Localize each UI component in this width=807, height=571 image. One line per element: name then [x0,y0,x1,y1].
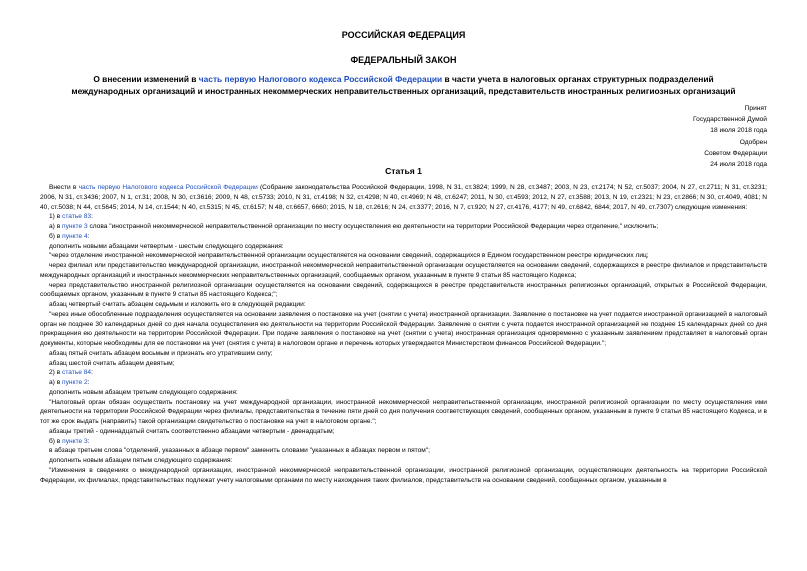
paragraph: "через иные обособленные подразделения осуществляется на основании заявления о постановке на учет (снятии с учета) иностранной организации. Заявление о постановке на учет подается иностранной организацией в налоговый орган не позднее 30 календарных дней со дня начала осуществления ею деятельности на территории Российской Федерации. Заявление о снятии с учета подается иностранной организацией не позднее 15 календарных дней со дня прекращения ею деятельности на территории Российской Федерации. При подаче заявления о постановке на учет (снятии с учета) иностранная организация одновременно с указанным заявлением представляет в налоговый орган документы, которые необходимы для ее постановки на учет (снятия с учета) в налоговом органе и перечень которых утверждается Министерством финансов Российской Федерации."; [40,310,767,347]
paragraph: 2) в статье 84: [49,369,93,377]
article-83-link[interactable]: статье 83 [62,213,92,221]
paragraph: "Налоговый орган обязан осуществить постановку на учет международной организации, иностранной некоммерческой неправительственной организации, иностранной религиозной организации по месту осуществления ими деятельности на территории Российской Федерации через филиалы, представительства в течение пяти дней со дня получения соответствующих сведений, сообщенных органом, указанным в пункте 9 статьи 85 настоящего Кодекса, и в тот же срок выдать (направить) такой организации свидетельство о постановке на учет в налоговом органе."; [40,398,767,425]
clause-2-link[interactable]: пункте 2 [62,379,88,386]
paragraph: б) в пункте 3: [49,437,90,445]
paragraph: б) в пункте 4: [49,232,90,240]
law-subject: О внесении изменений в часть первую Налогового кодекса Российской Федерации в части учета в налоговых органах структурных подразделений международных организаций и иностранных некоммерческих неправительственных организаций, представительств иностранных религиозных организаций [71,74,736,96]
paragraph: в абзаце третьем слова "отделений, указанных в абзаце первом" заменить словами "указанных в абзацах первом и пятом"; [49,447,430,455]
article-title: Статья 1 [385,166,422,176]
clause-3-link[interactable]: пункте 3 [62,437,88,445]
paragraph: абзац четвертый считать абзацем седьмым и изложить его в следующей редакции: [49,301,306,308]
paragraph: дополнить новым абзацем третьим следующего содержания: [49,388,238,396]
paragraph: дополнить новыми абзацами четвертым - шестым следующего содержания: [49,242,284,250]
article-body [40,183,767,485]
country-heading: РОССИЙСКАЯ ФЕДЕРАЦИЯ [341,30,466,40]
paragraph: 1) в статье 83: [49,213,93,221]
law-type-heading: ФЕДЕРАЛЬНЫЙ ЗАКОН [350,55,457,65]
tax-code-link[interactable]: часть первую Налогового кодекса Российской Федерации [78,184,258,191]
paragraph: а) в пункте 3 слова "иностранной некоммерческой неправительственной организации по месту осуществления ею деятельности на территории Российской Федерации через отделение," исключить; [49,223,659,230]
paragraph: абзацы третий - одиннадцатый считать соответственно абзацами четвертым - двенадцатым; [49,427,335,435]
paragraph: абзац шестой считать абзацем девятым; [49,359,175,367]
paragraph: "Изменения в сведениях о международной организации, иностранной некоммерческой неправительственной организации, иностранной религиозной организации, осуществляющих деятельность на территории Российской Федерации, их филиалах, представительствах подлежат учету налоговыми органами по месту нахождения таких филиалов, представительств на основании сведений, сообщенных органом, указанным в [40,466,767,484]
paragraph: через представительство иностранной религиозной организации осуществляется на основании сведений, содержащихся в реестре представительств иностранных религиозных организаций, открытых в Российской Федерации, сообщаемых органом, указанным в пункте 9 статьи 85 настоящего Кодекса;"; [40,281,767,299]
paragraph: Внести в часть первую Налогового кодекса Российской Федерации (Собрание законодательства Российской Федерации, 1998, N 31, ст.3824; 1999, N 28, ст.3487; 2003, N 23, ст.2174; N 52, ст.5037; 2004, N 27, ст.2711; N 31, ст.3231; 2006, N 31, ст.3436; 2007, N 1, ст.31; 2008, N 30, ст.3616; 2009, N 48, ст.5733; 2010, N 31, ст.4198; N 32, ст.4298; N 40, ст.4969; N 48, ст.6247; 2011, N 30, ст.4593; 2012, N 27, ст.3588; 2013, N 19, ст.2321; N 23, ст.2866; N 30, ст.4049, 4081; N 40, ст.5038; N 44, ст.5645; 2014, N 14, ст.1544; N 40, ст.5315; N 45, ст.6157; N 48, ст.6657, 6660; 2015, N 18, ст.2616; N 24, ст.3377; 2016, N 7, ст.920; N 27, ст.4176, 4177; N 49, ст.6842, 6844; 2017, N 49, ст.7307) следующие изменения: [40,184,768,211]
paragraph: "через отделение иностранной некоммерческой неправительственной организации осуществляется на основании сведений, содержащихся в Едином государственном реестре юридических лиц; [49,252,649,260]
adoption-block: Принят Государственной Думой 18 июля 2018 года Одобрен Советом Федерации 24 июля 2018 года [693,105,767,169]
clause-3-link[interactable]: пункте 3 [62,223,88,230]
clause-4-link[interactable]: пункте 4 [62,232,88,240]
tax-code-link[interactable]: часть первую Налогового кодекса Российской Федерации [198,74,443,84]
paragraph: дополнить новым абзацем пятым следующего содержания: [49,457,233,464]
paragraph: через филиал или представительство международной организации, иностранной некоммерческой неправительственной организации осуществляется на основании сведений, содержащихся в реестре филиалов и представительств международных организаций и иностранных некоммерческих неправительственных организаций, сообщаемых органом, указанным в пункте 9 статьи 85 настоящего Кодекса; [40,262,767,279]
paragraph: абзац пятый считать абзацем восьмым и признать его утратившим силу; [49,349,273,357]
article-84-link[interactable]: статье 84 [62,369,92,377]
paragraph: а) в пункте 2: [49,379,90,386]
